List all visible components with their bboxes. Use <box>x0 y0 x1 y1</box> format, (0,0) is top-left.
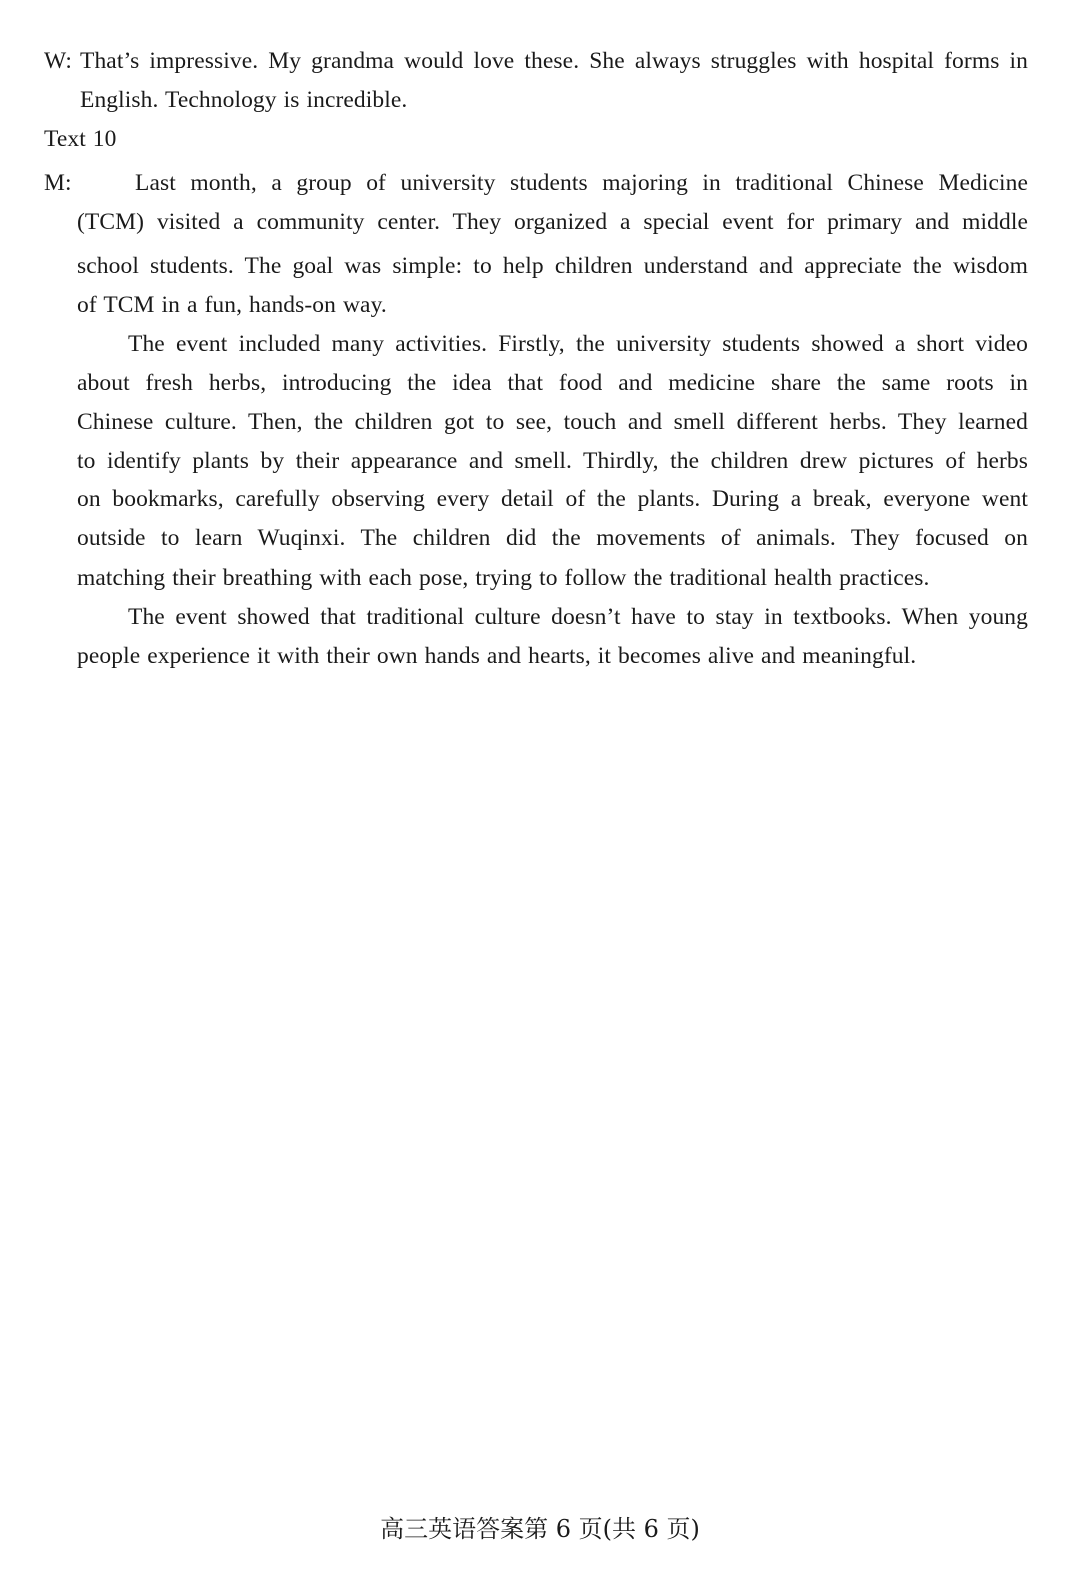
paragraph-2-line: on bookmarks, carefully observing every detail of the plants. During a break, everyone went <box>77 486 1028 512</box>
paragraph-2-line: to identify plants by their appearance and smell. Thirdly, the children drew pictures of herbs <box>77 448 1028 474</box>
dialogue-line: That’s impressive. My grandma would love these. She always struggles with hospital forms in <box>80 48 1028 74</box>
paragraph-2-line: outside to learn Wuqinxi. The children did the movements of animals. They focused on <box>77 525 1028 551</box>
paragraph-1-line: of TCM in a fun, hands-on way. <box>77 292 387 318</box>
paragraph-2-line: The event included many activities. Firstly, the university students showed a short video <box>128 331 1028 357</box>
speaker-label-w: W: <box>44 48 73 74</box>
section-heading: Text 10 <box>44 126 117 152</box>
paragraph-2-line: about fresh herbs, introducing the idea that food and medicine share the same roots in <box>77 370 1028 396</box>
dialogue-line: English. Technology is incredible. <box>80 87 408 113</box>
paragraph-1-line: (TCM) visited a community center. They organized a special event for primary and middle <box>77 209 1028 235</box>
paragraph-1-line: school students. The goal was simple: to help children understand and appreciate the wisdom <box>77 253 1028 279</box>
paragraph-2-line: matching their breathing with each pose, trying to follow the traditional health practices. <box>77 565 930 591</box>
speaker-label-m: M: <box>44 170 72 196</box>
paragraph-2-line: Chinese culture. Then, the children got to see, touch and smell different herbs. They learned <box>77 409 1028 435</box>
paragraph-1-line: Last month, a group of university students majoring in traditional Chinese Medicine <box>135 170 1028 196</box>
page-footer: 高三英语答案第 6 页(共 6 页) <box>380 1515 700 1543</box>
paragraph-3-line: people experience it with their own hands and hearts, it becomes alive and meaningful. <box>77 643 917 669</box>
paragraph-3-line: The event showed that traditional culture doesn’t have to stay in textbooks. When young <box>128 604 1028 630</box>
